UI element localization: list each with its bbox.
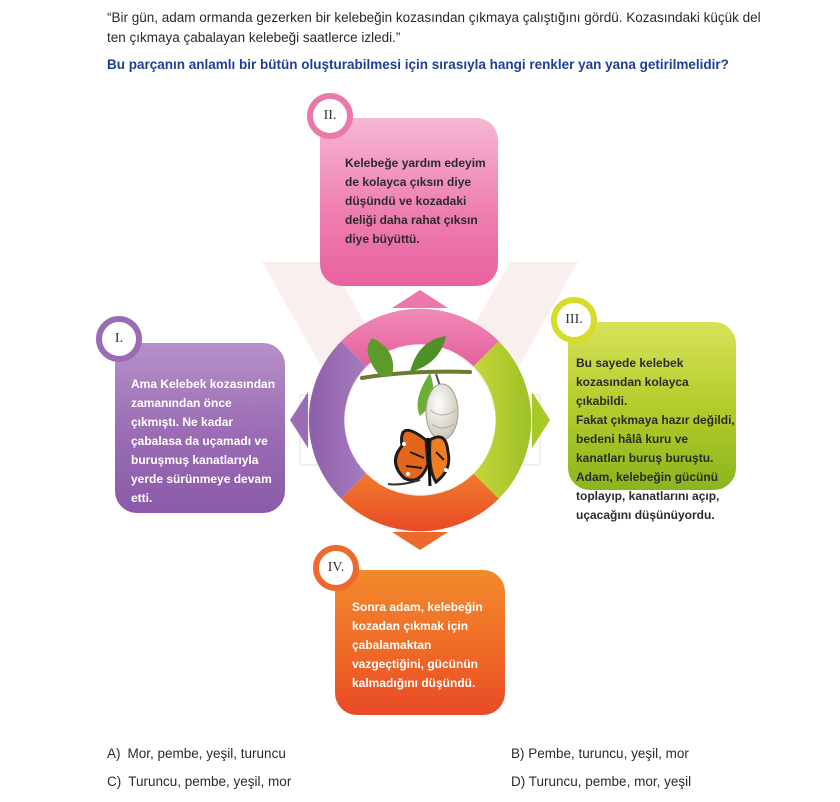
- card-line: kanatları buruş buruştu.: [576, 451, 714, 465]
- card-text: [576, 354, 736, 525]
- option-label: A): [107, 746, 121, 761]
- card-i-purple: [115, 343, 285, 513]
- badge-numeral-i: I.: [96, 316, 142, 362]
- option-text: Turuncu, pembe, yeşil, mor: [128, 774, 292, 789]
- card-line: buruşmuş kanatlarıyla: [131, 453, 259, 467]
- card-line: çabalasa da uçamadı ve: [131, 434, 268, 448]
- option-label: B): [511, 746, 525, 761]
- card-iv-orange: [335, 570, 505, 715]
- card-ii-pink: [320, 118, 498, 286]
- card-line: çabalamaktan: [352, 638, 432, 652]
- badge-numeral-ii: II.: [307, 93, 353, 139]
- card-text: [352, 598, 502, 693]
- card-iii-green: [568, 322, 736, 522]
- card-line: düşündü ve kozadaki: [345, 194, 467, 208]
- option-c[interactable]: [107, 774, 291, 789]
- card-line: kozadan çıkmak için: [352, 619, 469, 633]
- card-line: çıkmıştı. Ne kadar: [131, 415, 234, 429]
- card-line: Fakat çıkmaya hazır değildi,: [576, 413, 735, 427]
- card-line: kozasından kolayca çıkabildi.: [576, 375, 689, 408]
- passage-line: “Bir gün, adam ormanda gezerken bir kelebeğin kozasından çıkmaya çalıştığını gördü. Kozasındaki küçük del: [107, 10, 761, 25]
- card-line: bedeni hâlâ kuru ve: [576, 432, 689, 446]
- option-b[interactable]: [511, 746, 689, 761]
- card-line: uçacağını düşünüyordu.: [576, 508, 715, 522]
- card-line: toplayıp, kanatlarını açıp,: [576, 489, 720, 503]
- card-line: zamanından önce: [131, 396, 232, 410]
- card-line: Bu sayede kelebek: [576, 356, 684, 370]
- option-text: Pembe, turuncu, yeşil, mor: [528, 746, 689, 761]
- card-line: diye büyüttü.: [345, 232, 420, 246]
- arrow-orange: [392, 532, 448, 550]
- card-line: deliği daha rahat çıksın: [345, 213, 478, 227]
- card-line: etti.: [131, 491, 153, 505]
- option-d[interactable]: [511, 774, 691, 789]
- arrow-pink: [392, 290, 448, 308]
- card-text: [131, 375, 281, 508]
- option-text: Turuncu, pembe, mor, yeşil: [528, 774, 692, 789]
- option-label: D): [511, 774, 526, 789]
- card-line: Sonra adam, kelebeğin: [352, 600, 483, 614]
- card-line: Kelebeğe yardım edeyim: [345, 156, 486, 170]
- card-text: [345, 154, 495, 249]
- answer-options: [107, 742, 807, 802]
- badge-numeral-iii: III.: [551, 297, 597, 343]
- card-line: Adam, kelebeğin gücünü: [576, 470, 719, 484]
- option-text: Mor, pembe, yeşil, turuncu: [127, 746, 286, 761]
- option-a[interactable]: [107, 746, 286, 761]
- card-line: Ama Kelebek kozasından: [131, 377, 276, 391]
- badge-numeral-iv: IV.: [313, 545, 359, 591]
- card-line: yerde sürünmeye devam: [131, 472, 272, 486]
- passage-line: ten çıkmaya çabalayan kelebeği saatlerce izledi.”: [107, 30, 401, 45]
- option-label: C): [107, 774, 122, 789]
- question-text: Bu parçanın anlamlı bir bütün oluşturabilmesi için sırasıyla hangi renkler yan yana getirilmelidir?: [107, 57, 729, 72]
- card-line: vazgeçtiğini, gücünün: [352, 657, 479, 671]
- card-line: kalmadığını düşündü.: [352, 676, 476, 690]
- card-line: de kolayca çıksın diye: [345, 175, 472, 189]
